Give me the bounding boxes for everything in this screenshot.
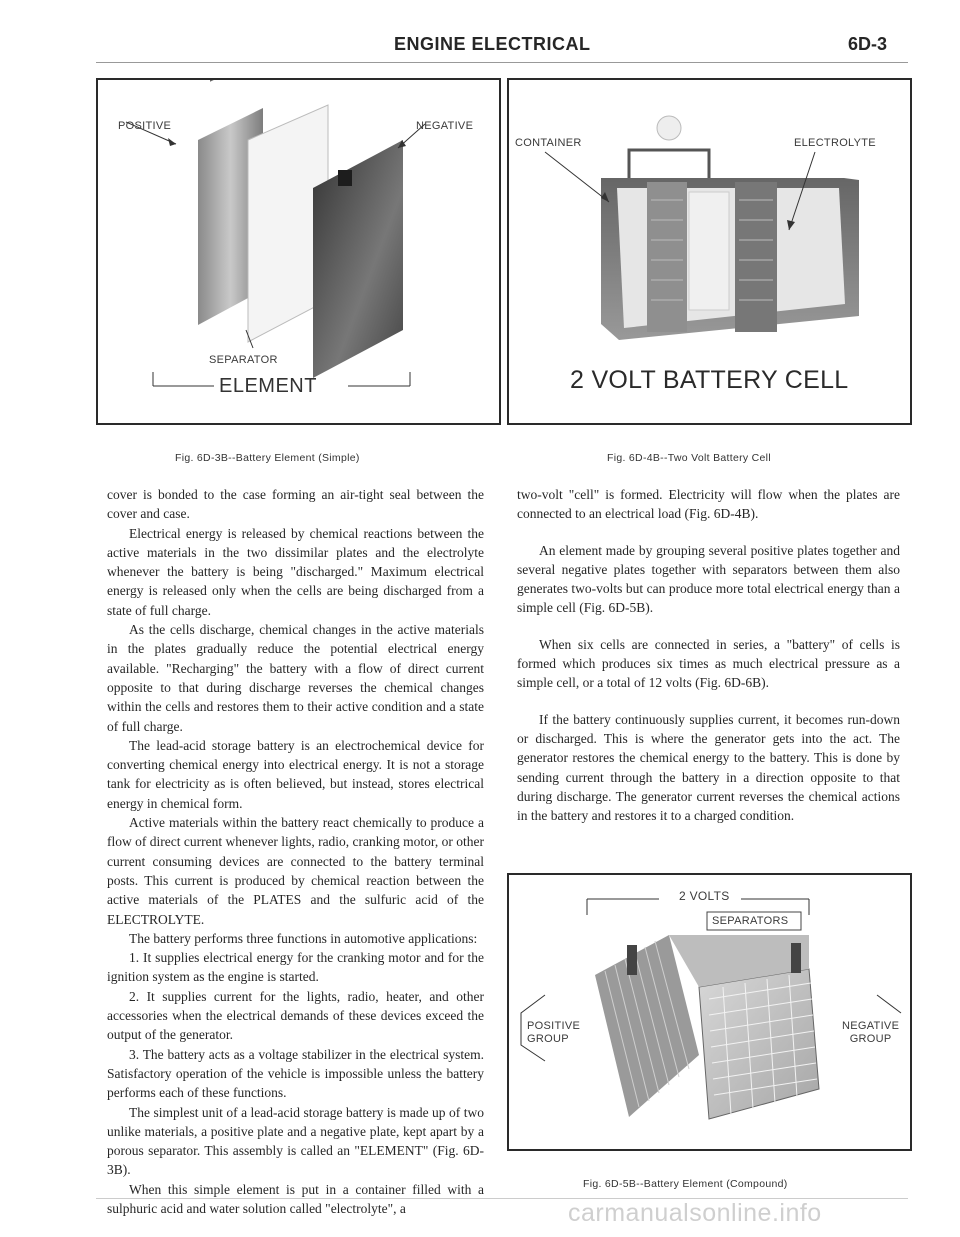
paragraph: The battery performs three functions in automotive applications: [129,930,478,946]
paragraph: As the cells discharge, chemical changes in the active materials in the plates gradually reduce the potential electrical energy available. "Recharging" the battery with a flow of direct current opposite to that during discharge reverses the chemical changes within the cells and restores them to their active condition and a state of full charge. [107,622,484,734]
paragraph: Active materials within the battery react chemically to produce a flow of direct current whenever lights, radio, cranking motor, or other current consuming devices are connected to the battery terminal posts. This current is produced by chemical reaction between the active materials of the PLATES and the sulfuric acid of the ELECTROLYTE. [107,815,484,927]
header-rule [96,62,908,63]
label-2-volts: 2 VOLTS [679,889,730,903]
label-electrolyte: ELECTROLYTE [794,137,876,149]
label-separators: SEPARATORS [712,915,789,927]
label-negative-group-line1: NEGATIVE [842,1020,900,1032]
label-positive-group-line1: POSITIVE [527,1020,581,1032]
paragraph: The lead-acid storage battery is an electrochemical device for converting chemical energy into electrical energy. It is not a storage tank for electricity as is often believed, but instead, stores electrical energy in chemical form. [107,737,484,811]
label-negative-group-line2: GROUP [849,1033,892,1045]
label-positive: POSITIVE [118,120,172,132]
paragraph: 1. It supplies electrical energy for the cranking motor and for the ignition system as the engine is started. [107,950,484,985]
label-positive-group-line2: GROUP [527,1033,569,1045]
left-text-column [107,485,484,1218]
right-text-column [517,485,900,825]
figure-two-volt-cell [507,78,912,425]
caption-fig-4b: Fig. 6D-4B--Two Volt Battery Cell [607,452,771,464]
figure-battery-element-simple [96,78,501,425]
plate-right [735,182,777,332]
paragraph: When six cells are connected in series, a "battery" of cells is formed which produces six times as much electrical pressure as a simple cell, or a total of 12 volts (Fig. 6D-6B). [517,636,900,691]
paragraph: If the battery continuously supplies current, it becomes run-down or discharged. This is where the generator gets into the act. The generator restores the chemical energy to the battery. This is done by sending current through the battery in a direction opposite to that during discharge. The generator current reverses the chemical actions in the battery and restores it to a charged condition. [517,711,900,824]
caption-fig-5b: Fig. 6D-5B--Battery Element (Compound) [583,1178,788,1190]
plate-left [647,182,687,332]
paragraph: Electrical energy is released by chemical reactions between the active materials in the two dissimilar plates and the electrolyte whenever the battery is being "discharged." Maximum electrical energy is released only when the cells are being discharged from a state of full charge. [107,525,484,618]
paragraph: 3. The battery acts as a voltage stabilizer in the electrical system. Satisfactory operation of the vehicle is impossible unless the battery performs each of these functions. [107,1046,484,1101]
paragraph: An element made by grouping several positive plates together and several negative plates together with separators between them also generates two-volts but can produce more total electrical energy than a simple cell (Fig. 6D-5B). [517,542,900,616]
paragraph: two-volt "cell" is formed. Electricity will flow when the plates are connected to an electrical load (Fig. 6D-4B). [517,487,900,522]
paragraph: 2. It supplies current for the lights, radio, heater, and other accessories when the electrical demands of these devices exceed the output of the generator. [107,988,484,1043]
label-negative: NEGATIVE [416,120,474,132]
label-element: ELEMENT [219,375,317,397]
watermark-text: carmanualsonline.info [568,1199,822,1227]
label-negative-group [842,1020,899,1046]
plate-stack-left [595,935,699,1117]
compound-element-illustration [509,875,910,1149]
caption-fig-3b: Fig. 6D-3B--Battery Element (Simple) [175,452,360,464]
page-number: 6D-3 [848,34,888,54]
section-title: ENGINE ELECTRICAL [394,34,591,54]
paragraph: cover is bonded to the case forming an air-tight seal between the cover and case. [107,487,484,522]
label-separator: SEPARATOR [209,354,278,366]
label-positive-group [527,1020,580,1046]
paragraph: The simplest unit of a lead-acid storage battery is made up of two unlike materials, a positive plate and a negative plate, kept apart by a porous separator. This assembly is called an "ELEMENT" (Fig. 6D-3B). [107,1104,484,1178]
paragraph: When this simple element is put in a container filled with a sulphuric acid and water solution called "electrolyte", a [107,1181,484,1216]
figure-battery-element-compound [507,873,912,1151]
label-cell-title: 2 VOLT BATTERY CELL [570,366,849,394]
label-container: CONTAINER [515,137,582,149]
